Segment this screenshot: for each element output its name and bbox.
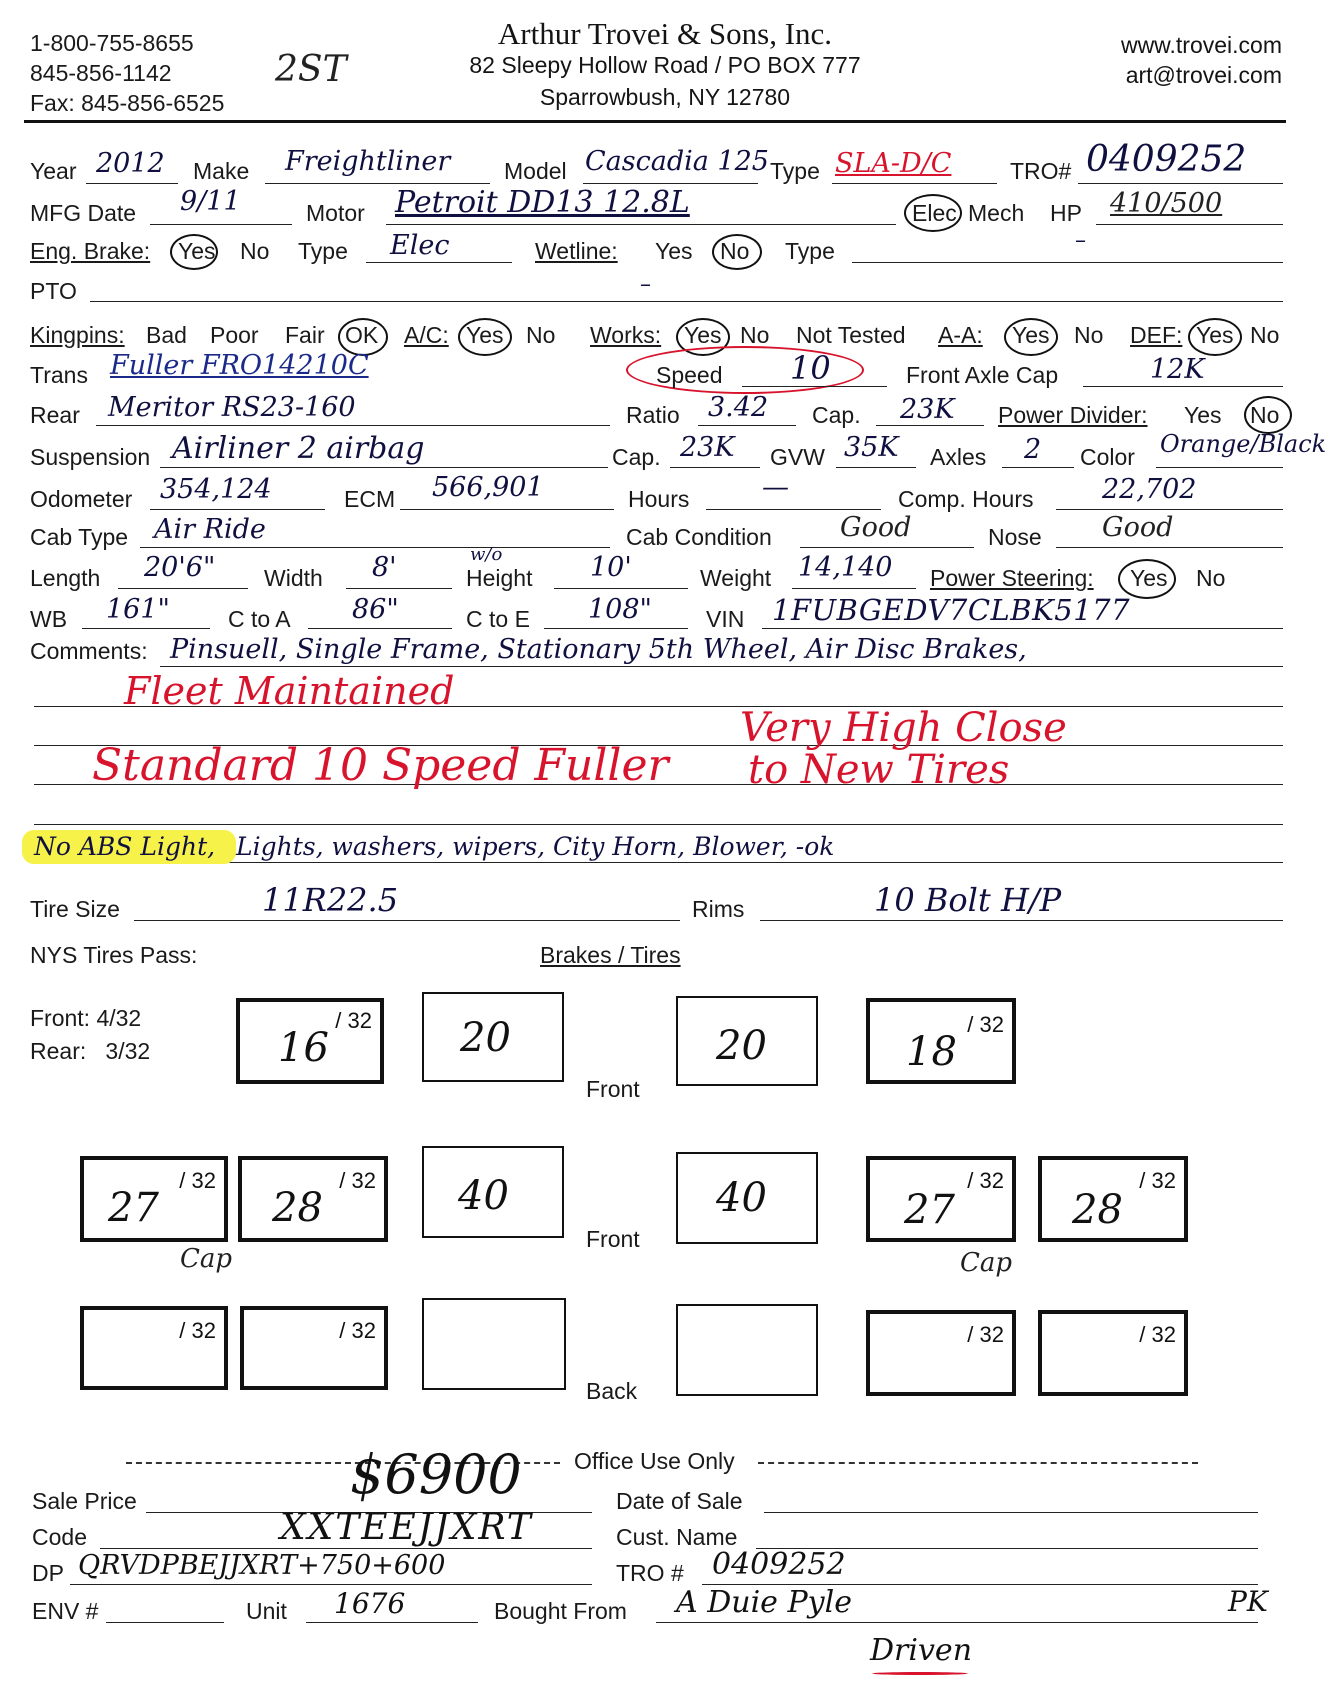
- tire-box-r3-2[interactable]: [240, 1306, 388, 1390]
- brake-box-r3-1[interactable]: [422, 1298, 566, 1390]
- comment-line-5b: Lights, washers, wipers, City Horn, Blower, -ok: [236, 832, 835, 861]
- gvw-label: GVW: [770, 444, 825, 470]
- tro-value[interactable]: 0409252: [1086, 139, 1247, 180]
- front-axle-1-label: Front: [586, 1076, 640, 1102]
- front-axle-cap-value[interactable]: 12K: [1150, 354, 1205, 385]
- ac-no[interactable]: No: [526, 322, 556, 348]
- trans-value[interactable]: Fuller FRO14210C: [110, 350, 369, 381]
- tire-tread-value: 27: [904, 1187, 955, 1233]
- brake-value: 40: [458, 1173, 509, 1219]
- vin-label: VIN: [706, 606, 745, 632]
- bought-from-label: Bought From: [494, 1598, 627, 1624]
- code-label: Code: [32, 1524, 87, 1550]
- length-label: Length: [30, 565, 101, 591]
- tire-box-r2-1[interactable]: [80, 1156, 228, 1242]
- aa-no[interactable]: No: [1074, 322, 1104, 348]
- cab-type-label: Cab Type: [30, 524, 129, 550]
- comp-hours-label: Comp. Hours: [898, 486, 1034, 512]
- tire-box-r3-1[interactable]: [80, 1306, 228, 1390]
- kingpins-fair[interactable]: Fair: [285, 322, 325, 348]
- aa-yes[interactable]: Yes: [1012, 322, 1050, 348]
- brakes-tires-label: Brakes / Tires: [540, 942, 681, 968]
- tire-box-r3-4[interactable]: [1038, 1310, 1188, 1396]
- rear-tread-limit: Rear: 3/32: [30, 1038, 151, 1064]
- company-address-1: 82 Sleepy Hollow Road / PO BOX 777: [469, 52, 861, 78]
- power-divider-no[interactable]: No: [1250, 402, 1280, 428]
- tro-hash-label: TRO #: [616, 1560, 684, 1586]
- brake-box-r3-2[interactable]: [676, 1304, 818, 1396]
- tro-office-value[interactable]: 0409252: [712, 1547, 846, 1582]
- comment-line-2: Fleet Maintained: [124, 669, 455, 713]
- rear-cap-value[interactable]: 23K: [900, 394, 955, 425]
- ratio-value[interactable]: 3.42: [708, 392, 769, 423]
- pto-label: PTO: [30, 278, 77, 304]
- sale-price-label: Sale Price: [32, 1488, 137, 1514]
- odometer-value[interactable]: 354,124: [160, 474, 272, 505]
- trans-label: Trans: [30, 362, 88, 388]
- eng-brake-type-value[interactable]: Elec: [390, 230, 450, 261]
- driven-note: Driven: [870, 1633, 973, 1668]
- brake-box-r1-2[interactable]: [676, 996, 818, 1086]
- wb-label: WB: [30, 606, 68, 632]
- rims-label: Rims: [692, 896, 745, 922]
- type-label: Type: [770, 158, 820, 184]
- kingpins-label: Kingpins:: [30, 322, 125, 348]
- comment-line-1: Pinsuell, Single Frame, Stationary 5th Wheel, Air Disc Brakes,: [170, 634, 1027, 665]
- unit-label: Unit: [246, 1598, 287, 1624]
- front-axle-cap-label: Front Axle Cap: [906, 362, 1059, 388]
- power-steering-no[interactable]: No: [1196, 565, 1226, 591]
- power-divider-no-circle: [1244, 396, 1292, 434]
- kingpins-ok[interactable]: OK: [345, 322, 379, 348]
- speed-value[interactable]: 10: [790, 349, 831, 387]
- tire-tread-value: 27: [108, 1185, 159, 1231]
- header-note: 2ST: [275, 49, 347, 90]
- rear-cap-label: Cap.: [812, 402, 861, 428]
- aa-label: A-A:: [938, 322, 983, 348]
- back-axle-label: Back: [586, 1378, 638, 1404]
- tire-tread-value: 18: [906, 1029, 957, 1075]
- hours-label: Hours: [628, 486, 690, 512]
- ac-yes[interactable]: Yes: [466, 322, 504, 348]
- cab-condition-label: Cab Condition: [626, 524, 772, 550]
- nys-tires-label: NYS Tires Pass:: [30, 942, 198, 968]
- kingpins-bad[interactable]: Bad: [146, 322, 187, 348]
- mfg-date-value[interactable]: 9/11: [180, 186, 241, 217]
- comment-line-4a: Standard 10 Speed Fuller: [92, 740, 669, 791]
- tire-tread-value: 28: [1072, 1187, 1123, 1233]
- power-steering-yes[interactable]: Yes: [1130, 565, 1168, 591]
- power-divider-label: Power Divider:: [998, 402, 1148, 428]
- gvw-value[interactable]: 35K: [844, 432, 899, 463]
- type-value[interactable]: SLA-D/C: [835, 148, 952, 179]
- wetline-no[interactable]: No: [720, 238, 750, 264]
- def-no[interactable]: No: [1250, 322, 1280, 348]
- make-value[interactable]: Freightliner: [285, 146, 451, 177]
- per-32-label: / 32: [335, 1008, 372, 1033]
- def-yes-circle: [1188, 318, 1242, 356]
- hp-label: HP: [1050, 200, 1082, 226]
- length-value[interactable]: 20'6": [144, 552, 216, 583]
- height-note: w/o: [470, 544, 503, 565]
- office-use-label: Office Use Only: [574, 1448, 735, 1474]
- brake-value: 20: [716, 1023, 767, 1069]
- cust-name-label: Cust. Name: [616, 1524, 738, 1550]
- ac-yes-circle: [458, 318, 512, 356]
- rear-value[interactable]: Meritor RS23-160: [108, 392, 356, 423]
- tire-box-r1-2[interactable]: [866, 998, 1016, 1084]
- company-email[interactable]: art@trovei.com: [1125, 62, 1282, 88]
- pto-value[interactable]: –: [640, 272, 651, 297]
- nose-value[interactable]: Good: [1102, 512, 1174, 543]
- comment-line-4b: to New Tires: [748, 747, 1010, 793]
- works-yes[interactable]: Yes: [684, 322, 722, 348]
- brake-box-r2-2[interactable]: [676, 1152, 818, 1244]
- eng-brake-no[interactable]: No: [240, 238, 270, 264]
- driven-underline: [872, 1672, 968, 1675]
- sale-price-value[interactable]: $6900: [350, 1443, 522, 1506]
- year-label: Year: [30, 158, 77, 184]
- c-to-e-value[interactable]: 108": [588, 594, 652, 625]
- company-name: Arthur Trovei & Sons, Inc.: [497, 16, 833, 51]
- front-tread-limit: Front: 4/32: [30, 1005, 142, 1031]
- unit-value[interactable]: 1676: [334, 1587, 406, 1620]
- comp-hours-value[interactable]: 22,702: [1102, 474, 1197, 505]
- def-label: DEF:: [1130, 322, 1183, 348]
- ecm-label: ECM: [344, 486, 396, 512]
- elec-label: Elec: [912, 200, 957, 226]
- tire-box-r1-1[interactable]: [236, 998, 384, 1084]
- suspension-cap-value[interactable]: 23K: [680, 432, 735, 463]
- wb-value[interactable]: 161": [106, 594, 170, 625]
- weight-label: Weight: [700, 565, 772, 591]
- height-label: Height: [466, 565, 533, 591]
- wetline-yes[interactable]: Yes: [655, 238, 693, 264]
- wetline-no-circle: [712, 234, 762, 270]
- tire-box-r2-3[interactable]: [866, 1156, 1016, 1242]
- per-32-label: / 32: [967, 1168, 1004, 1193]
- tire-tread-value: 28: [272, 1185, 323, 1231]
- brake-box-r2-1[interactable]: [422, 1146, 564, 1238]
- comment-line-5a: No ABS Light,: [34, 832, 216, 861]
- date-of-sale-label: Date of Sale: [616, 1488, 743, 1514]
- bought-from-value[interactable]: A Duie Pyle: [676, 1585, 852, 1620]
- c-to-e-label: C to E: [466, 606, 530, 632]
- dp-value[interactable]: QRVDPBEJJXRT+750+600: [78, 1550, 446, 1581]
- per-32-label: / 32: [1139, 1168, 1176, 1193]
- per-32-label: / 32: [967, 1322, 1004, 1347]
- wetline-label: Wetline:: [535, 238, 618, 264]
- eng-brake-label: Eng. Brake:: [30, 238, 151, 264]
- ac-label: A/C:: [404, 322, 449, 348]
- wetline-type-label: Type: [785, 238, 835, 264]
- rims-value[interactable]: 10 Bolt H/P: [874, 881, 1062, 919]
- motor-value[interactable]: Petroit DD13 12.8L: [395, 185, 690, 220]
- works-not-tested[interactable]: Not Tested: [796, 322, 906, 348]
- c-to-a-value[interactable]: 86": [352, 594, 399, 625]
- power-divider-yes[interactable]: Yes: [1184, 402, 1222, 428]
- office-divider-right: [758, 1462, 1198, 1464]
- fax-number: Fax: 845-856-6525: [30, 90, 225, 116]
- vin-value[interactable]: 1FUBGEDV7CLBK5177: [772, 593, 1131, 627]
- phone-1: 1-800-755-8655: [30, 30, 194, 56]
- hp-value[interactable]: 410/500: [1110, 188, 1223, 219]
- phone-2: 845-856-1142: [30, 60, 172, 86]
- dp-label: DP: [32, 1560, 64, 1586]
- mech-label: Mech: [968, 200, 1025, 226]
- hours-value[interactable]: —: [762, 472, 789, 503]
- cap-note-right: Cap: [960, 1248, 1013, 1278]
- nose-label: Nose: [988, 524, 1042, 550]
- model-label: Model: [504, 158, 567, 184]
- wetline-type-value[interactable]: –: [1075, 228, 1086, 253]
- power-steering-label: Power Steering:: [930, 565, 1094, 591]
- front-axle-2-label: Front: [586, 1226, 640, 1252]
- def-yes[interactable]: Yes: [1196, 322, 1234, 348]
- make-label: Make: [193, 158, 250, 184]
- ecm-value[interactable]: 566,901: [432, 472, 544, 503]
- comments-label: Comments:: [30, 638, 148, 664]
- eng-brake-yes[interactable]: Yes: [178, 238, 216, 264]
- suspension-label: Suspension: [30, 444, 151, 470]
- tire-size-value[interactable]: 11R22.5: [262, 881, 399, 919]
- per-32-label: / 32: [339, 1318, 376, 1343]
- works-no[interactable]: No: [740, 322, 770, 348]
- height-value[interactable]: 10': [590, 552, 632, 583]
- year-value[interactable]: 2012: [96, 148, 165, 179]
- cab-type-value[interactable]: Air Ride: [154, 514, 266, 545]
- elec-selected-circle: [904, 194, 962, 232]
- axles-label: Axles: [930, 444, 987, 470]
- suspension-value[interactable]: Airliner 2 airbag: [172, 431, 425, 466]
- per-32-label: / 32: [179, 1168, 216, 1193]
- company-address-2: Sparrowbush, NY 12780: [539, 84, 791, 110]
- per-32-label: / 32: [179, 1318, 216, 1343]
- company-website[interactable]: www.trovei.com: [1120, 32, 1282, 58]
- motor-label: Motor: [306, 200, 365, 226]
- color-label: Color: [1080, 444, 1135, 470]
- kingpins-poor[interactable]: Poor: [210, 322, 259, 348]
- width-value[interactable]: 8': [372, 552, 397, 583]
- speed-label: Speed: [656, 362, 723, 388]
- env-label: ENV #: [32, 1598, 99, 1624]
- brake-value: 20: [460, 1015, 511, 1061]
- code-value[interactable]: XXTEEJJXRT: [280, 1507, 533, 1548]
- per-32-label: / 32: [967, 1012, 1004, 1037]
- ratio-label: Ratio: [626, 402, 680, 428]
- comment-line-3: Very High Close: [740, 705, 1067, 751]
- c-to-a-label: C to A: [228, 606, 291, 632]
- cap-note-left: Cap: [180, 1244, 233, 1274]
- aa-yes-circle: [1004, 318, 1058, 356]
- weight-value[interactable]: 14,140: [798, 552, 893, 583]
- per-32-label: / 32: [339, 1168, 376, 1193]
- eng-brake-yes-circle: [170, 234, 218, 270]
- header-divider: [24, 120, 1286, 123]
- tire-tread-value: 16: [278, 1025, 329, 1071]
- tire-box-r2-2[interactable]: [238, 1156, 388, 1242]
- cab-condition-value[interactable]: Good: [840, 512, 912, 543]
- tire-size-label: Tire Size: [30, 896, 120, 922]
- odometer-label: Odometer: [30, 486, 133, 512]
- model-value[interactable]: Cascadia 125: [585, 146, 769, 177]
- initials: PK: [1228, 1585, 1268, 1618]
- suspension-cap-label: Cap.: [612, 444, 661, 470]
- rear-label: Rear: [30, 402, 80, 428]
- tire-box-r3-3[interactable]: [866, 1310, 1016, 1396]
- works-label: Works:: [590, 322, 662, 348]
- brake-box-r1-1[interactable]: [422, 992, 564, 1082]
- color-value[interactable]: Orange/Black: [1160, 430, 1326, 458]
- width-label: Width: [264, 565, 323, 591]
- tro-label: TRO#: [1010, 158, 1072, 184]
- brake-value: 40: [716, 1175, 767, 1221]
- mfg-date-label: MFG Date: [30, 200, 137, 226]
- tire-box-r2-4[interactable]: [1038, 1156, 1188, 1242]
- axles-value[interactable]: 2: [1024, 434, 1042, 465]
- per-32-label: / 32: [1139, 1322, 1176, 1347]
- eng-brake-type-label: Type: [298, 238, 348, 264]
